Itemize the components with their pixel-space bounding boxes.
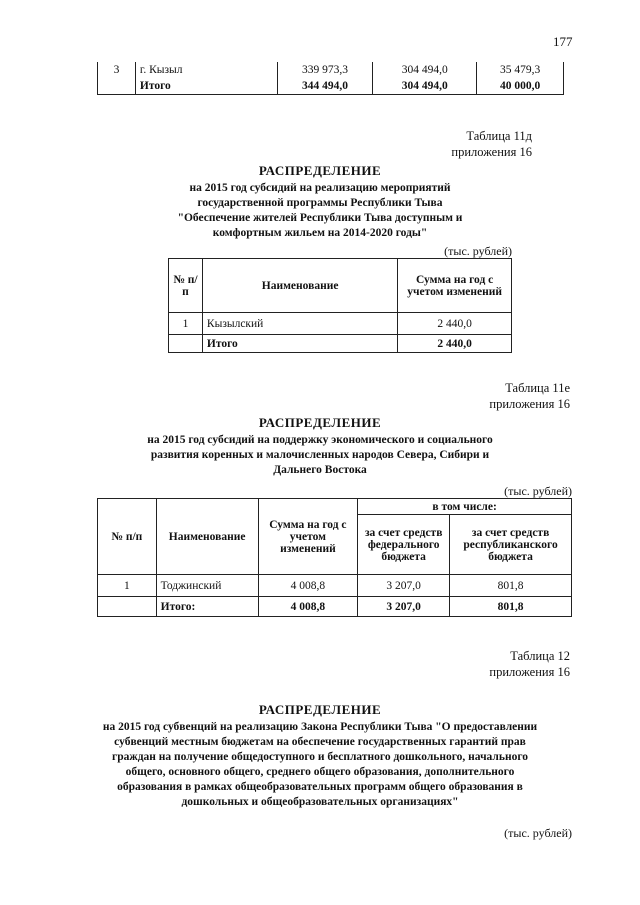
- subheading-line: на 2015 год субсидий на поддержку экономического и социального: [147, 434, 493, 446]
- cell: [98, 78, 136, 95]
- subheading-line: субвенций местным бюджетам на обеспечение государственных гарантий прав: [114, 736, 526, 748]
- subheading-line: на 2015 год субсидий на реализацию мероприятий: [189, 182, 451, 194]
- section-subheading: [0, 720, 640, 810]
- cell: [169, 335, 203, 353]
- cell: 1: [169, 313, 203, 335]
- table-number: Таблица 11д: [466, 129, 532, 143]
- cell: 40 000,0: [477, 78, 564, 95]
- unit-label: (тыс. рублей): [504, 484, 572, 498]
- page-number: 177: [553, 34, 573, 49]
- header-sum: Сумма на год с учетом изменений: [258, 499, 358, 575]
- table-label: [489, 648, 570, 680]
- header-name: Наименование: [202, 259, 397, 313]
- cell: Итого: [135, 78, 277, 95]
- subheading-line: государственной программы Республики Тыва: [197, 197, 443, 209]
- section-subheading: [0, 433, 640, 478]
- table-row: [98, 62, 564, 78]
- subheading-line: граждан на получение общедоступного и бесплатного дошкольного, начального: [111, 751, 529, 763]
- cell: 801,8: [450, 597, 572, 617]
- cell: 344 494,0: [277, 78, 373, 95]
- cell: Итого: [202, 335, 397, 353]
- table-number: Таблица 12: [510, 649, 570, 663]
- subheading-line: образования в рамках общеобразовательных программ общего образования в: [117, 781, 523, 793]
- subheading-line: на 2015 год субвенций на реализацию Закона Республики Тыва "О предоставлении: [102, 721, 538, 733]
- header-republican: за счет средств республиканского бюджета: [450, 515, 572, 575]
- cell: 2 440,0: [398, 335, 512, 353]
- cell: Кызылский: [202, 313, 397, 335]
- subheading-line: развития коренных и малочисленных народов Севера, Сибири и: [150, 449, 490, 461]
- header-num: № п/п: [98, 499, 157, 575]
- cell: 2 440,0: [398, 313, 512, 335]
- table-row: [169, 313, 512, 335]
- section-heading: РАСПРЕДЕЛЕНИЕ: [258, 163, 382, 178]
- subheading-line: "Обеспечение жителей Республики Тыва доступным и: [177, 212, 463, 224]
- cell: 1: [98, 575, 157, 597]
- cell: 3: [98, 62, 136, 78]
- cell: 304 494,0: [373, 78, 477, 95]
- section-subheading: [0, 181, 640, 241]
- table-row: [98, 575, 572, 597]
- appendix-ref: приложения 16: [451, 145, 532, 159]
- cell: 801,8: [450, 575, 572, 597]
- table-row: [98, 597, 572, 617]
- table-number: Таблица 11е: [505, 381, 570, 395]
- table-row: [98, 78, 564, 95]
- section-heading: РАСПРЕДЕЛЕНИЕ: [258, 415, 382, 430]
- subheading-line: дошкольных и общеобразовательных организациях": [181, 796, 459, 808]
- subheading-line: Дальнего Востока: [273, 464, 367, 476]
- header-num: № п/п: [169, 259, 203, 313]
- header-sum: Сумма на год с учетом изменений: [398, 259, 512, 313]
- header-name: Наименование: [156, 499, 258, 575]
- table-11d: [168, 258, 512, 353]
- continued-table: [97, 62, 564, 95]
- table-row: [169, 335, 512, 353]
- appendix-ref: приложения 16: [489, 397, 570, 411]
- subheading-line: общего, основного общего, среднего общего образования, дополнительного: [125, 766, 515, 778]
- cell: 4 008,8: [258, 575, 358, 597]
- unit-label: (тыс. рублей): [444, 244, 512, 258]
- cell: 304 494,0: [373, 62, 477, 78]
- appendix-ref: приложения 16: [489, 665, 570, 679]
- unit-label: (тыс. рублей): [504, 826, 572, 840]
- table-label: [451, 128, 532, 160]
- cell: 3 207,0: [358, 597, 450, 617]
- cell: [98, 597, 157, 617]
- header-including: в том числе:: [358, 499, 572, 515]
- cell: Итого:: [156, 597, 258, 617]
- table-11e: [97, 498, 572, 617]
- header-federal: за счет средств федерального бюджета: [358, 515, 450, 575]
- cell: 339 973,3: [277, 62, 373, 78]
- cell: г. Кызыл: [135, 62, 277, 78]
- cell: Тоджинский: [156, 575, 258, 597]
- cell: 3 207,0: [358, 575, 450, 597]
- subheading-line: комфортным жильем на 2014-2020 годы": [212, 227, 428, 239]
- cell: 4 008,8: [258, 597, 358, 617]
- section-heading: РАСПРЕДЕЛЕНИЕ: [258, 702, 382, 717]
- table-label: [489, 380, 570, 412]
- cell: 35 479,3: [477, 62, 564, 78]
